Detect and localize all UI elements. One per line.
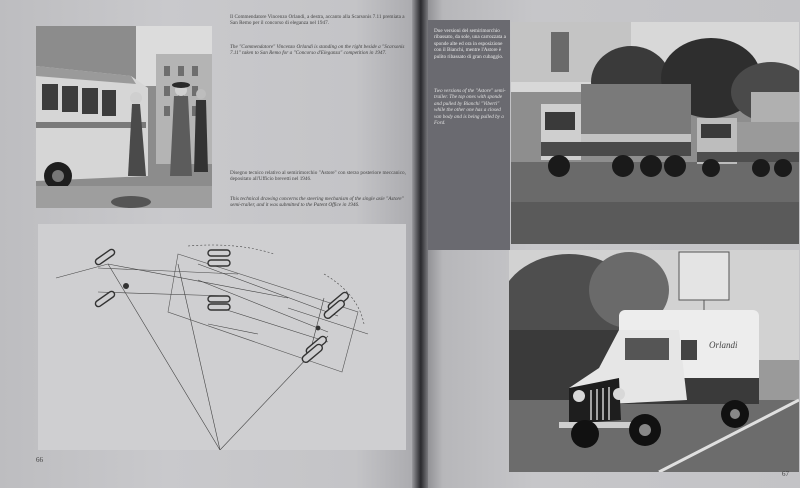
page-number-right: 67 bbox=[782, 470, 789, 478]
page-number-left: 66 bbox=[36, 456, 43, 464]
drawing-caption-italian: Disegno tecnico relativo al semirimorchio "Astore" con sterzo posteriore meccanico, depositato all'Ufficio brevetti nel 1946. bbox=[230, 170, 406, 183]
right-caption-italian: Due versioni del semirimorchio ribassato, da sole, una carrozzata a sponde alte ed ora in esposizione con il Bianchi, mentre l'Astore è pulito ribassato di gran cubaggio. bbox=[434, 28, 506, 60]
photo-caption-italian: Il Commendatore Vincenzo Orlandi, a destra, accanto alla Scarsonis 7.11 premiata a San Remo per il concorso di eleganza nel 1947. bbox=[230, 14, 405, 27]
trucks-photo bbox=[511, 22, 799, 244]
bus-photo bbox=[36, 26, 212, 208]
book-gutter bbox=[412, 0, 428, 488]
drawing-caption-english: This technical drawing concerns the steering mechanism of the single axle "Astore" semi-trailer, and it was submitted to the Patent Office in 1946. bbox=[230, 196, 404, 209]
right-caption-english: Two versions of the "Astore" semi-trailer. The top ones with sponde and pulled by Bianchi "Viberti" while the other one has a closed van body and is being pulled by a Ford. bbox=[434, 88, 506, 127]
van-photo bbox=[509, 250, 799, 472]
van-lettering: Orlandi bbox=[709, 340, 738, 350]
photo-caption-english: The "Commendatore" Vincenzo Orlandi is standing on the right beside a "Scarsonis 7.11" taken to San Remo for a "Concorso d'Eleganza" competition in 1947. bbox=[230, 44, 405, 57]
technical-drawing bbox=[38, 224, 406, 450]
